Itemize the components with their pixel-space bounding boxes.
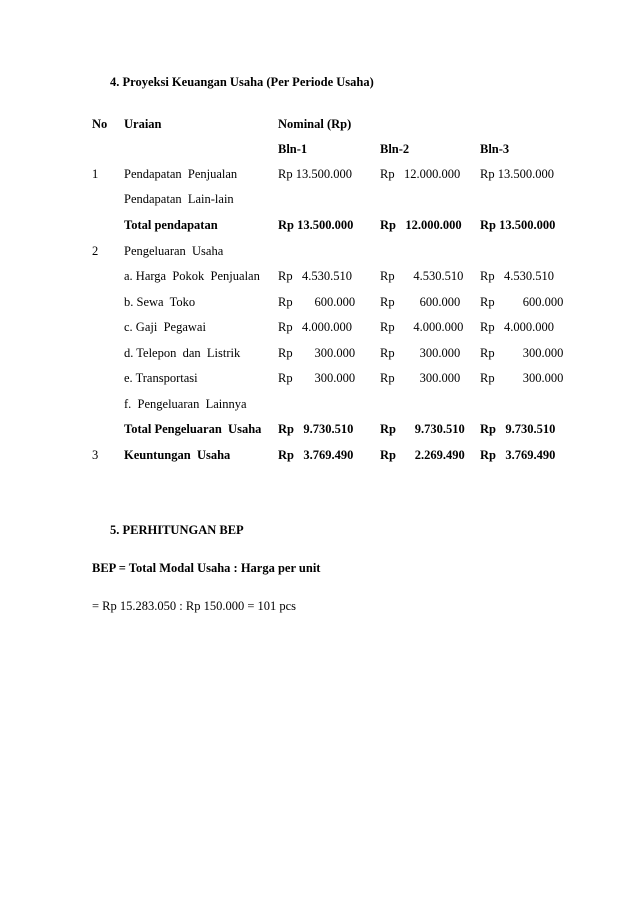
row-value-bln1: Rp 600.000 <box>278 295 356 309</box>
header-no: No <box>92 117 108 131</box>
row-value-bln3: Rp 13.500.000 <box>480 167 554 181</box>
row-value-bln2: Rp 4.530.510 <box>380 269 464 283</box>
row-value-bln1: Rp 4.000.000 <box>278 320 352 334</box>
row-value-bln2: Rp 4.000.000 <box>380 320 464 334</box>
row-label: a. Harga Pokok Penjualan <box>124 269 260 283</box>
header-bln2: Bln-2 <box>380 142 410 156</box>
header-bln3: Bln-3 <box>480 142 510 156</box>
section5-heading: 5. PERHITUNGAN BEP <box>110 523 244 537</box>
row-value-bln1: Rp 3.769.490 <box>278 448 354 462</box>
row-label: Pengeluaran Usaha <box>124 244 224 258</box>
row-value-bln1: Rp 13.500.000 <box>278 167 352 181</box>
row-value-bln2: Rp 9.730.510 <box>380 422 465 436</box>
row-value-bln1: Rp 300.000 <box>278 371 356 385</box>
row-value-bln3: Rp 4.000.000 <box>480 320 554 334</box>
row-value-bln3: Rp 4.530.510 <box>480 269 554 283</box>
row-value-bln3: Rp 300.000 <box>480 371 564 385</box>
row-label: b. Sewa Toko <box>124 295 196 309</box>
header-nominal: Nominal (Rp) <box>278 117 352 131</box>
row-label: e. Transportasi <box>124 371 198 385</box>
row-value-bln1: Rp 300.000 <box>278 346 356 360</box>
section4-heading: 4. Proyeksi Keuangan Usaha (Per Periode Usaha) <box>110 75 374 89</box>
header-uraian: Uraian <box>124 117 162 131</box>
row-value-bln3: Rp 9.730.510 <box>480 422 556 436</box>
row-value-bln2: Rp 600.000 <box>380 295 461 309</box>
row-number: 3 <box>92 448 99 462</box>
row-number: 2 <box>92 244 99 258</box>
row-value-bln2: Rp 12.000.000 <box>380 218 462 232</box>
row-value-bln1: Rp 4.530.510 <box>278 269 352 283</box>
row-value-bln2: Rp 12.000.000 <box>380 167 461 181</box>
bep-formula: BEP = Total Modal Usaha : Harga per unit <box>92 561 321 575</box>
row-value-bln3: Rp 600.000 <box>480 295 564 309</box>
header-bln1: Bln-1 <box>278 142 308 156</box>
bep-calculation: = Rp 15.283.050 : Rp 150.000 = 101 pcs <box>92 599 297 613</box>
row-label: d. Telepon dan Listrik <box>124 346 241 360</box>
row-label: Total Pengeluaran Usaha <box>124 422 262 436</box>
row-label: Keuntungan Usaha <box>124 448 231 462</box>
row-label: Pendapatan Lain-lain <box>124 192 234 206</box>
row-label: Pendapatan Penjualan <box>124 167 238 181</box>
row-value-bln2: Rp 300.000 <box>380 371 461 385</box>
row-value-bln3: Rp 300.000 <box>480 346 564 360</box>
row-number: 1 <box>92 167 99 181</box>
row-value-bln3: Rp 3.769.490 <box>480 448 556 462</box>
row-value-bln2: Rp 2.269.490 <box>380 448 465 462</box>
row-value-bln3: Rp 13.500.000 <box>480 218 556 232</box>
row-value-bln2: Rp 300.000 <box>380 346 461 360</box>
row-label: Total pendapatan <box>124 218 218 232</box>
row-value-bln1: Rp 13.500.000 <box>278 218 354 232</box>
row-label: f. Pengeluaran Lainnya <box>124 397 247 411</box>
row-label: c. Gaji Pegawai <box>124 320 206 334</box>
row-value-bln1: Rp 9.730.510 <box>278 422 354 436</box>
